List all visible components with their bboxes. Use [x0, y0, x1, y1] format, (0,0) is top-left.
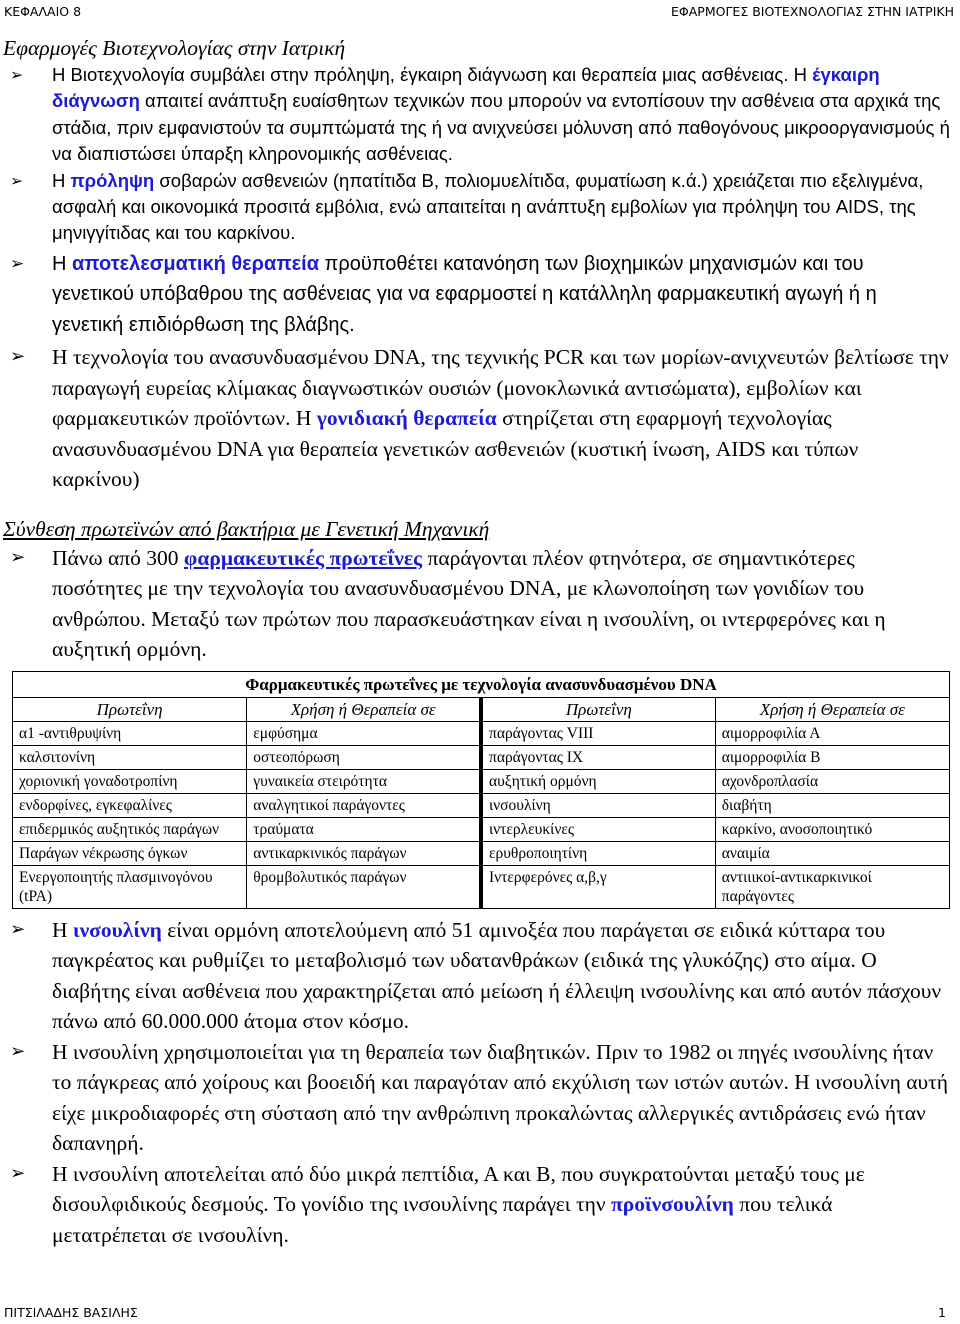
table-row — [13, 721, 950, 745]
section-medicine-list-3 — [0, 342, 950, 495]
table-cell: Παράγων νέκρωσης όγκων — [13, 841, 247, 865]
section-title-synthesis: Σύνθεση πρωτεϊνών από βακτήρια με Γενετική Μηχανική — [3, 516, 490, 541]
table-cell: οστεοπόρωση — [247, 745, 481, 769]
table-cell: εμφύσημα — [247, 721, 481, 745]
table-cell: Ενεργοποιητής πλασμινογόνου (tPA) — [13, 865, 247, 908]
footer-author: ΠΙΤΣΙΛΑΔΗΣ ΒΑΣΙΛΗΣ — [4, 1305, 138, 1320]
table-cell: αιμορροφιλία Β — [715, 745, 949, 769]
table-row — [13, 865, 950, 908]
bullet-paragraph: ➢ Η ινσουλίνη αποτελείται από δύο μικρά πεπτίδια, Α και Β, που συγκρατούνται μεταξύ τους με δισουλφιδικούς δεσμούς. Το γονίδιο της ινσουλίνης παράγει την προϊνσουλίνη που τελικά μετατρέπεται σε ινσουλίνη. — [0, 1159, 950, 1251]
table-cell: αναλγητικοί παράγοντες — [247, 793, 481, 817]
table-cell: ενδορφίνες, εγκεφαλίνες — [13, 793, 247, 817]
highlight-term: προϊνσουλίνη — [610, 1192, 734, 1217]
table-cell: τραύματα — [247, 817, 481, 841]
document-body — [0, 34, 950, 1250]
highlight-term: φαρμακευτικές πρωτεΐνες — [183, 545, 423, 570]
table-cell: παράγοντας VIII — [481, 721, 715, 745]
header-chapter: ΚΕΦΑΛΑΙΟ 8 — [4, 4, 82, 19]
bullet-paragraph: ➢ Η τεχνολογία του ανασυνδυασμένου DNA, της τεχνικής PCR και των μορίων-ανιχνευτών βελτίωσε την παραγωγή ευρείας κλίμακας διαγνωστικών ουσιών (μονοκλωνικά αντισώματα), εμβολίων και φαρμακευτικών προϊόντων. Η γονιδιακή θεραπεία στηρίζεται στη εφαρμογή τεχνολογίας ανασυνδυασμένου DNA για θεραπεία γενετικών ασθενειών (κυστική ίνωση, AIDS και τύπων καρκίνου) — [0, 342, 950, 495]
highlight-term: γονιδιακή θεραπεία — [316, 406, 497, 431]
table-cell: αχονδροπλασία — [715, 769, 949, 793]
table-cell: αντιιικοί-αντικαρκινικοί παράγοντες — [715, 865, 949, 908]
table-cell: ινσουλίνη — [481, 793, 715, 817]
table-cell: καρκίνο, ανοσοποιητικό — [715, 817, 949, 841]
table-cell: χοριονική γοναδοτροπίνη — [13, 769, 247, 793]
table-row — [13, 793, 950, 817]
table-cell: επιδερμικός αυξητικός παράγων — [13, 817, 247, 841]
column-header: Πρωτεΐνη — [13, 697, 247, 721]
highlight-term: αποτελεσματική θεραπεία — [72, 252, 319, 275]
table-cell: αναιμία — [715, 841, 949, 865]
header-title: ΕΦΑΡΜΟΓΕΣ ΒΙΟΤΕΧΝΟΛΟΓΙΑΣ ΣΤΗΝ ΙΑΤΡΙΚΗ — [671, 4, 954, 19]
table-cell: γυναικεία στειρότητα — [247, 769, 481, 793]
table-cell: καλσιτονίνη — [13, 745, 247, 769]
table-cell: ερυθροποιητίνη — [481, 841, 715, 865]
table-cell: αυξητική ορμόνη — [481, 769, 715, 793]
table-cell: αντικαρκινικός παράγων — [247, 841, 481, 865]
bullet-paragraph: ➢ Πάνω από 300 φαρμακευτικές πρωτεΐνες παράγονται πλέον φτηνότερα, σε σημαντικότερες ποσότητες με την τεχνολογία του ανασυνδυασμένου DNA, με κλωνοποίηση των γονιδίων του ανθρώπου. Μεταξύ των πρώτων που παρασκευάστηκαν είναι η ινσουλίνη, οι ιντερφερόνες και η αυξητική ορμόνη. — [0, 543, 950, 665]
table-header-row — [13, 697, 950, 721]
highlight-term: πρόληψη — [70, 169, 155, 191]
bullet-paragraph: ➢ Η Βιοτεχνολογία συμβάλει στην πρόληψη, έγκαιρη διάγνωση και θεραπεία μιας ασθένειας. Η έγκαιρη διάγνωση απαιτεί ανάπτυξη ευαίσθητων τεχνικών που μπορούν να εντοπίσουν την ασθένεια στα αρχικά της στάδια, πριν εμφανιστούν τα συμπτώματά της ή να ανιχνεύσει μόλυνση από παθογόνους μικροοργανισμούς ή να διαπιστώσει ύπαρξη κληρονομικής ασθένειας. — [0, 62, 950, 168]
bullet-paragraph: ➢ Η ινσουλίνη χρησιμοποιείται για τη θεραπεία των διαβητικών. Πριν το 1982 οι πηγές ινσουλίνης ήταν το πάγκρεας από χοίρους και βοοειδή και παραγόταν από εκχύλιση των ιστών αυτών. Η ινσουλίνη αυτή είχε μικροδιαφορές στη σύσταση από την ανθρώπινη προκαλώντας αλλεργικές αντιδράσεις ενώ ήταν δαπανηρή. — [0, 1037, 950, 1159]
protein-table — [12, 671, 950, 909]
bullet-paragraph: ➢ Η ινσουλίνη είναι ορμόνη αποτελούμενη από 51 αμινοξέα που παράγεται σε ειδικά κύτταρα του παγκρέατος και ρυθμίζει το μεταβολισμό των υδατανθράκων (ειδικά της γλυκόζης) στο αίμα. Ο διαβήτης είναι ασθένεια που χαρακτηρίζεται από μείωση ή έλλειψη ινσουλίνης και από αυτόν πάσχουν πάνω από 60.000.000 άτομα στον κόσμο. — [0, 915, 950, 1037]
section-medicine-list-2 — [0, 249, 950, 341]
column-header: Πρωτεΐνη — [481, 697, 715, 721]
section-title-medicine: Εφαρμογές Βιοτεχνολογίας στην Ιατρική — [3, 36, 346, 60]
section-synthesis-list — [0, 543, 950, 665]
column-header: Χρήση ή Θεραπεία σε — [247, 697, 481, 721]
table-cell: α1 -αντιθρυψίνη — [13, 721, 247, 745]
table-row — [13, 745, 950, 769]
highlight-term: ινσουλίνη — [72, 917, 162, 942]
table-caption: Φαρμακευτικές πρωτεΐνες με τεχνολογία ανασυνδυασμένου DNA — [13, 671, 950, 697]
table-cell: ιντερλευκίνες — [481, 817, 715, 841]
column-header: Χρήση ή Θεραπεία σε — [715, 697, 949, 721]
table-cell: θρομβολυτικός παράγων — [247, 865, 481, 908]
section-medicine-list — [0, 62, 950, 247]
table-cell: αιμορροφιλία Α — [715, 721, 949, 745]
table-row — [13, 817, 950, 841]
table-row — [13, 769, 950, 793]
table-row — [13, 841, 950, 865]
table-cell: παράγοντας IX — [481, 745, 715, 769]
table-cell: Ιντερφερόνες α,β,γ — [481, 865, 715, 908]
bullet-paragraph: ➢ Η πρόληψη σοβαρών ασθενειών (ηπατίτιδα Β, πολιομυελίτιδα, φυματίωση κ.ά.) χρειάζεται πιο εξελιγμένα, ασφαλή και οικονομικά προσιτά εμβόλια, ενώ απαιτείται η ανάπτυξη εμβολίων για πρόληψη του AIDS, της μηνιγγίτιδας και του καρκίνου. — [0, 168, 950, 247]
table-cell: διαβήτη — [715, 793, 949, 817]
page-number: 1 — [938, 1305, 946, 1320]
bullet-paragraph: ➢ Η αποτελεσματική θεραπεία προϋποθέτει κατανόηση των βιοχημικών μηχανισμών και του γενετικού υπόβαθρου της ασθένειας για να εφαρμοστεί η κατάλληλη φαρμακευτική αγωγή ή η γενετική επιδιόρθωση της βλάβης. — [0, 249, 950, 341]
highlight-term: έγκαιρη διάγνωση — [52, 64, 880, 112]
section-insulin-list — [0, 915, 950, 1251]
